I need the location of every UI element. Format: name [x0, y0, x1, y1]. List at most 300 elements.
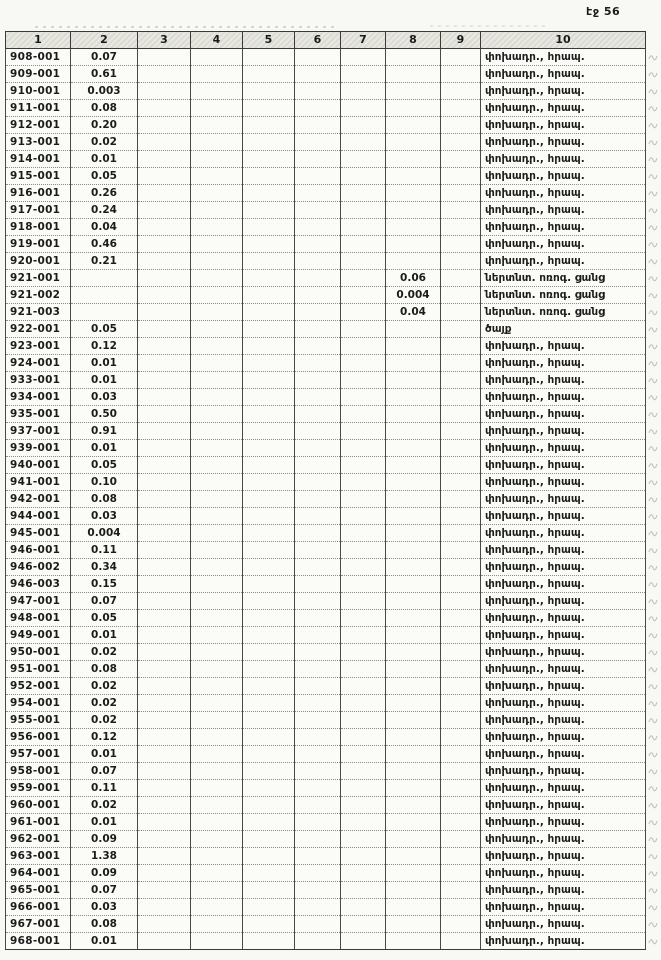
cell-col7 — [341, 236, 386, 253]
cell-col10: փոխադր., հրապ. — [481, 695, 646, 712]
cell-col5 — [243, 644, 295, 661]
column-header-7: 7 — [341, 32, 386, 49]
cell-col9 — [441, 814, 481, 831]
margin-scribble-icon — [647, 85, 659, 97]
margin-scribble-icon — [647, 697, 659, 709]
cell-col2: 0.05 — [71, 610, 138, 627]
cell-col5 — [243, 508, 295, 525]
cell-col7 — [341, 576, 386, 593]
cell-col5 — [243, 542, 295, 559]
table-row — [6, 865, 660, 882]
margin-mark — [646, 457, 660, 474]
cell-col4 — [191, 831, 243, 848]
cell-col9 — [441, 491, 481, 508]
cell-col3 — [138, 848, 191, 865]
cell-col10: ներտնտ. ոռոգ. ցանց — [481, 287, 646, 304]
cell-col9 — [441, 933, 481, 950]
cell-col9 — [441, 253, 481, 270]
cell-col4 — [191, 474, 243, 491]
cell-col3 — [138, 185, 191, 202]
cell-col9 — [441, 389, 481, 406]
cell-col7 — [341, 355, 386, 372]
cell-col5 — [243, 610, 295, 627]
cell-col1: 917-001 — [6, 202, 71, 219]
cell-col6 — [295, 712, 341, 729]
cell-col7 — [341, 525, 386, 542]
margin-scribble-icon — [647, 867, 659, 879]
cell-col9 — [441, 321, 481, 338]
table-row — [6, 576, 660, 593]
cell-col3 — [138, 66, 191, 83]
column-header-8: 8 — [386, 32, 441, 49]
cell-col1: 956-001 — [6, 729, 71, 746]
cell-col4 — [191, 185, 243, 202]
margin-mark — [646, 253, 660, 270]
margin-mark — [646, 882, 660, 899]
cell-col6 — [295, 576, 341, 593]
margin-mark — [646, 66, 660, 83]
cell-col8 — [386, 49, 441, 66]
cell-col3 — [138, 491, 191, 508]
cell-col7 — [341, 831, 386, 848]
table-row — [6, 355, 660, 372]
cell-col6 — [295, 780, 341, 797]
margin-scribble-icon — [647, 204, 659, 216]
cell-col6 — [295, 304, 341, 321]
cell-col1: 965-001 — [6, 882, 71, 899]
table-row — [6, 695, 660, 712]
cell-col8: 0.04 — [386, 304, 441, 321]
cell-col4 — [191, 440, 243, 457]
cell-col7 — [341, 593, 386, 610]
cell-col6 — [295, 933, 341, 950]
margin-scribble-icon — [647, 901, 659, 913]
cell-col2: 0.05 — [71, 168, 138, 185]
column-header-5: 5 — [243, 32, 295, 49]
margin-scribble-icon — [647, 51, 659, 63]
cell-col10: փոխադր., հրապ. — [481, 593, 646, 610]
cell-col6 — [295, 185, 341, 202]
margin-mark — [646, 661, 660, 678]
cell-col10: ներտնտ. ոռոգ. ցանց — [481, 270, 646, 287]
cell-col8 — [386, 151, 441, 168]
cell-col8 — [386, 678, 441, 695]
margin-scribble-icon — [647, 476, 659, 488]
margin-scribble-icon — [647, 748, 659, 760]
cell-col8 — [386, 933, 441, 950]
cell-col6 — [295, 134, 341, 151]
cell-col8 — [386, 355, 441, 372]
cell-col2: 0.01 — [71, 151, 138, 168]
margin-mark — [646, 321, 660, 338]
cell-col1: 939-001 — [6, 440, 71, 457]
margin-scribble-icon — [647, 544, 659, 556]
margin-scribble-icon — [647, 884, 659, 896]
cell-col7 — [341, 406, 386, 423]
cell-col7 — [341, 338, 386, 355]
scan-artifact — [430, 25, 550, 27]
margin-mark — [646, 678, 660, 695]
margin-scribble-icon — [647, 238, 659, 250]
cell-col2: 0.003 — [71, 83, 138, 100]
cell-col6 — [295, 797, 341, 814]
cell-col3 — [138, 661, 191, 678]
cell-col7 — [341, 746, 386, 763]
cell-col10: փոխադր., հրապ. — [481, 355, 646, 372]
cell-col9 — [441, 797, 481, 814]
cell-col2: 1.38 — [71, 848, 138, 865]
cell-col7 — [341, 117, 386, 134]
cell-col1: 934-001 — [6, 389, 71, 406]
cell-col9 — [441, 219, 481, 236]
margin-mark — [646, 236, 660, 253]
cell-col7 — [341, 695, 386, 712]
cell-col8 — [386, 899, 441, 916]
cell-col9 — [441, 848, 481, 865]
cell-col9 — [441, 916, 481, 933]
cell-col10: փոխադր., հրապ. — [481, 253, 646, 270]
cell-col7 — [341, 865, 386, 882]
cell-col1: 912-001 — [6, 117, 71, 134]
cell-col5 — [243, 423, 295, 440]
table-row — [6, 83, 660, 100]
cell-col6 — [295, 440, 341, 457]
cell-col3 — [138, 406, 191, 423]
cell-col5 — [243, 100, 295, 117]
cell-col3 — [138, 797, 191, 814]
cell-col1: 942-001 — [6, 491, 71, 508]
cell-col1: 955-001 — [6, 712, 71, 729]
cell-col5 — [243, 49, 295, 66]
cell-col9 — [441, 372, 481, 389]
cell-col8: 0.004 — [386, 287, 441, 304]
cell-col9 — [441, 593, 481, 610]
cell-col8 — [386, 423, 441, 440]
cell-col7 — [341, 389, 386, 406]
cell-col10: փոխադր., հրապ. — [481, 559, 646, 576]
cell-col7 — [341, 661, 386, 678]
table-row — [6, 49, 660, 66]
cell-col10: փոխադր., հրապ. — [481, 814, 646, 831]
cell-col9 — [441, 542, 481, 559]
cell-col10: փոխադր., հրապ. — [481, 423, 646, 440]
cell-col10: փոխադր., հրապ. — [481, 491, 646, 508]
cell-col10: փոխադր., հրապ. — [481, 219, 646, 236]
cell-col2: 0.11 — [71, 542, 138, 559]
cell-col6 — [295, 66, 341, 83]
cell-col2: 0.26 — [71, 185, 138, 202]
cell-col2: 0.05 — [71, 457, 138, 474]
cell-col5 — [243, 134, 295, 151]
cell-col9 — [441, 134, 481, 151]
cell-col3 — [138, 610, 191, 627]
margin-scribble-icon — [647, 272, 659, 284]
cell-col5 — [243, 916, 295, 933]
cell-col7 — [341, 66, 386, 83]
cell-col4 — [191, 559, 243, 576]
cell-col1: 922-001 — [6, 321, 71, 338]
margin-scribble-icon — [647, 595, 659, 607]
cell-col9 — [441, 49, 481, 66]
cell-col8 — [386, 797, 441, 814]
table-row — [6, 644, 660, 661]
cell-col2: 0.07 — [71, 763, 138, 780]
cell-col1: 946-003 — [6, 576, 71, 593]
cell-col1: 949-001 — [6, 627, 71, 644]
table-row — [6, 661, 660, 678]
cell-col5 — [243, 117, 295, 134]
margin-scribble-icon — [647, 935, 659, 947]
cell-col8 — [386, 440, 441, 457]
margin-mark — [646, 83, 660, 100]
cell-col3 — [138, 151, 191, 168]
margin-mark — [646, 848, 660, 865]
cell-col9 — [441, 355, 481, 372]
cell-col10: փոխադր., հրապ. — [481, 338, 646, 355]
cell-col5 — [243, 559, 295, 576]
cell-col5 — [243, 236, 295, 253]
cell-col1: 946-002 — [6, 559, 71, 576]
cell-col2: 0.01 — [71, 440, 138, 457]
margin-mark — [646, 389, 660, 406]
cell-col9 — [441, 168, 481, 185]
cell-col3 — [138, 525, 191, 542]
cell-col6 — [295, 559, 341, 576]
cell-col2: 0.61 — [71, 66, 138, 83]
cell-col10: փոխադր., հրապ. — [481, 797, 646, 814]
cell-col3 — [138, 219, 191, 236]
table-row — [6, 559, 660, 576]
cell-col4 — [191, 508, 243, 525]
cell-col3 — [138, 236, 191, 253]
cell-col5 — [243, 814, 295, 831]
margin-mark — [646, 100, 660, 117]
cell-col1: 935-001 — [6, 406, 71, 423]
cell-col5 — [243, 576, 295, 593]
column-header-3: 3 — [138, 32, 191, 49]
cell-col6 — [295, 83, 341, 100]
cell-col9 — [441, 423, 481, 440]
cell-col10: փոխադր., հրապ. — [481, 100, 646, 117]
cell-col5 — [243, 848, 295, 865]
cell-col6 — [295, 236, 341, 253]
margin-scribble-icon — [647, 612, 659, 624]
column-header-6: 6 — [295, 32, 341, 49]
cell-col6 — [295, 491, 341, 508]
cell-col5 — [243, 440, 295, 457]
cell-col10: փոխադր., հրապ. — [481, 865, 646, 882]
margin-scribble-icon — [647, 340, 659, 352]
cell-col8 — [386, 491, 441, 508]
cell-col5 — [243, 151, 295, 168]
cell-col1: 919-001 — [6, 236, 71, 253]
cell-col8 — [386, 338, 441, 355]
margin-mark — [646, 219, 660, 236]
cell-col5 — [243, 525, 295, 542]
cell-col5 — [243, 780, 295, 797]
cell-col2: 0.07 — [71, 49, 138, 66]
margin-scribble-icon — [647, 646, 659, 658]
cell-col6 — [295, 627, 341, 644]
cell-col8 — [386, 457, 441, 474]
cell-col3 — [138, 916, 191, 933]
cell-col4 — [191, 763, 243, 780]
margin-mark — [646, 644, 660, 661]
table-row — [6, 338, 660, 355]
cell-col4 — [191, 100, 243, 117]
cell-col4 — [191, 678, 243, 695]
cell-col2: 0.05 — [71, 321, 138, 338]
cell-col9 — [441, 627, 481, 644]
table-row — [6, 797, 660, 814]
cell-col7 — [341, 712, 386, 729]
cell-col5 — [243, 219, 295, 236]
cell-col1: 933-001 — [6, 372, 71, 389]
cell-col5 — [243, 457, 295, 474]
cell-col9 — [441, 882, 481, 899]
cell-col8 — [386, 372, 441, 389]
cell-col4 — [191, 882, 243, 899]
cell-col4 — [191, 202, 243, 219]
cell-col7 — [341, 763, 386, 780]
margin-mark — [646, 151, 660, 168]
cell-col8 — [386, 253, 441, 270]
cell-col6 — [295, 49, 341, 66]
table-row — [6, 899, 660, 916]
margin-scribble-icon — [647, 816, 659, 828]
cell-col1: 924-001 — [6, 355, 71, 372]
table-row — [6, 831, 660, 848]
cell-col1: 923-001 — [6, 338, 71, 355]
cell-col8 — [386, 865, 441, 882]
cell-col7 — [341, 168, 386, 185]
cell-col6 — [295, 423, 341, 440]
cell-col10: փոխադր., հրապ. — [481, 763, 646, 780]
cell-col9 — [441, 865, 481, 882]
cell-col10: փոխադր., հրապ. — [481, 661, 646, 678]
cell-col1: 960-001 — [6, 797, 71, 814]
margin-scribble-icon — [647, 442, 659, 454]
cell-col1: 950-001 — [6, 644, 71, 661]
cell-col5 — [243, 168, 295, 185]
margin-scribble-icon — [647, 289, 659, 301]
cell-col2: 0.02 — [71, 797, 138, 814]
cell-col6 — [295, 542, 341, 559]
margin-mark — [646, 576, 660, 593]
cell-col4 — [191, 865, 243, 882]
table-row — [6, 525, 660, 542]
margin-mark — [646, 508, 660, 525]
cell-col5 — [243, 185, 295, 202]
cell-col4 — [191, 899, 243, 916]
cell-col7 — [341, 899, 386, 916]
table-row — [6, 474, 660, 491]
cell-col1: 909-001 — [6, 66, 71, 83]
cell-col10: ծայք — [481, 321, 646, 338]
margin-mark — [646, 695, 660, 712]
margin-mark — [646, 593, 660, 610]
cell-col10: փոխադր., հրապ. — [481, 406, 646, 423]
cell-col6 — [295, 202, 341, 219]
cell-col10: փոխադր., հրապ. — [481, 746, 646, 763]
cell-col6 — [295, 661, 341, 678]
cell-col10: փոխադր., հրապ. — [481, 712, 646, 729]
cell-col2: 0.03 — [71, 389, 138, 406]
cell-col4 — [191, 423, 243, 440]
cell-col4 — [191, 134, 243, 151]
margin-scribble-icon — [647, 255, 659, 267]
margin-mark — [646, 423, 660, 440]
table-row — [6, 780, 660, 797]
cell-col4 — [191, 610, 243, 627]
cell-col6 — [295, 525, 341, 542]
table-row — [6, 593, 660, 610]
cell-col2: 0.24 — [71, 202, 138, 219]
cell-col9 — [441, 151, 481, 168]
cell-col2: 0.01 — [71, 746, 138, 763]
cell-col10: փոխադր., հրապ. — [481, 916, 646, 933]
margin-mark — [646, 865, 660, 882]
table-row — [6, 389, 660, 406]
table-row — [6, 117, 660, 134]
margin-mark — [646, 797, 660, 814]
cell-col9 — [441, 117, 481, 134]
cell-col3 — [138, 542, 191, 559]
cell-col4 — [191, 219, 243, 236]
cell-col5 — [243, 83, 295, 100]
cell-col3 — [138, 389, 191, 406]
cell-col8 — [386, 729, 441, 746]
cell-col10: փոխադր., հրապ. — [481, 542, 646, 559]
cell-col4 — [191, 355, 243, 372]
cell-col3 — [138, 253, 191, 270]
margin-scribble-icon — [647, 918, 659, 930]
cell-col1: 948-001 — [6, 610, 71, 627]
cell-col7 — [341, 542, 386, 559]
margin-mark — [646, 440, 660, 457]
cell-col9 — [441, 661, 481, 678]
table-row — [6, 151, 660, 168]
cell-col7 — [341, 729, 386, 746]
cell-col1: 954-001 — [6, 695, 71, 712]
cell-col7 — [341, 882, 386, 899]
cell-col2: 0.09 — [71, 831, 138, 848]
cell-col1: 958-001 — [6, 763, 71, 780]
cell-col8 — [386, 202, 441, 219]
cell-col9 — [441, 185, 481, 202]
cell-col5 — [243, 627, 295, 644]
margin-scribble-icon — [647, 527, 659, 539]
cell-col1: 963-001 — [6, 848, 71, 865]
cell-col1: 908-001 — [6, 49, 71, 66]
table-row — [6, 882, 660, 899]
cell-col6 — [295, 372, 341, 389]
cell-col3 — [138, 627, 191, 644]
cell-col8: 0.06 — [386, 270, 441, 287]
cell-col2: 0.91 — [71, 423, 138, 440]
cell-col3 — [138, 440, 191, 457]
cell-col10: փոխադր., հրապ. — [481, 729, 646, 746]
cell-col7 — [341, 202, 386, 219]
cell-col3 — [138, 644, 191, 661]
cell-col2: 0.11 — [71, 780, 138, 797]
table-row — [6, 508, 660, 525]
cell-col4 — [191, 491, 243, 508]
cell-col1: 946-001 — [6, 542, 71, 559]
cell-col3 — [138, 763, 191, 780]
cell-col4 — [191, 576, 243, 593]
cell-col10: փոխադր., հրապ. — [481, 848, 646, 865]
